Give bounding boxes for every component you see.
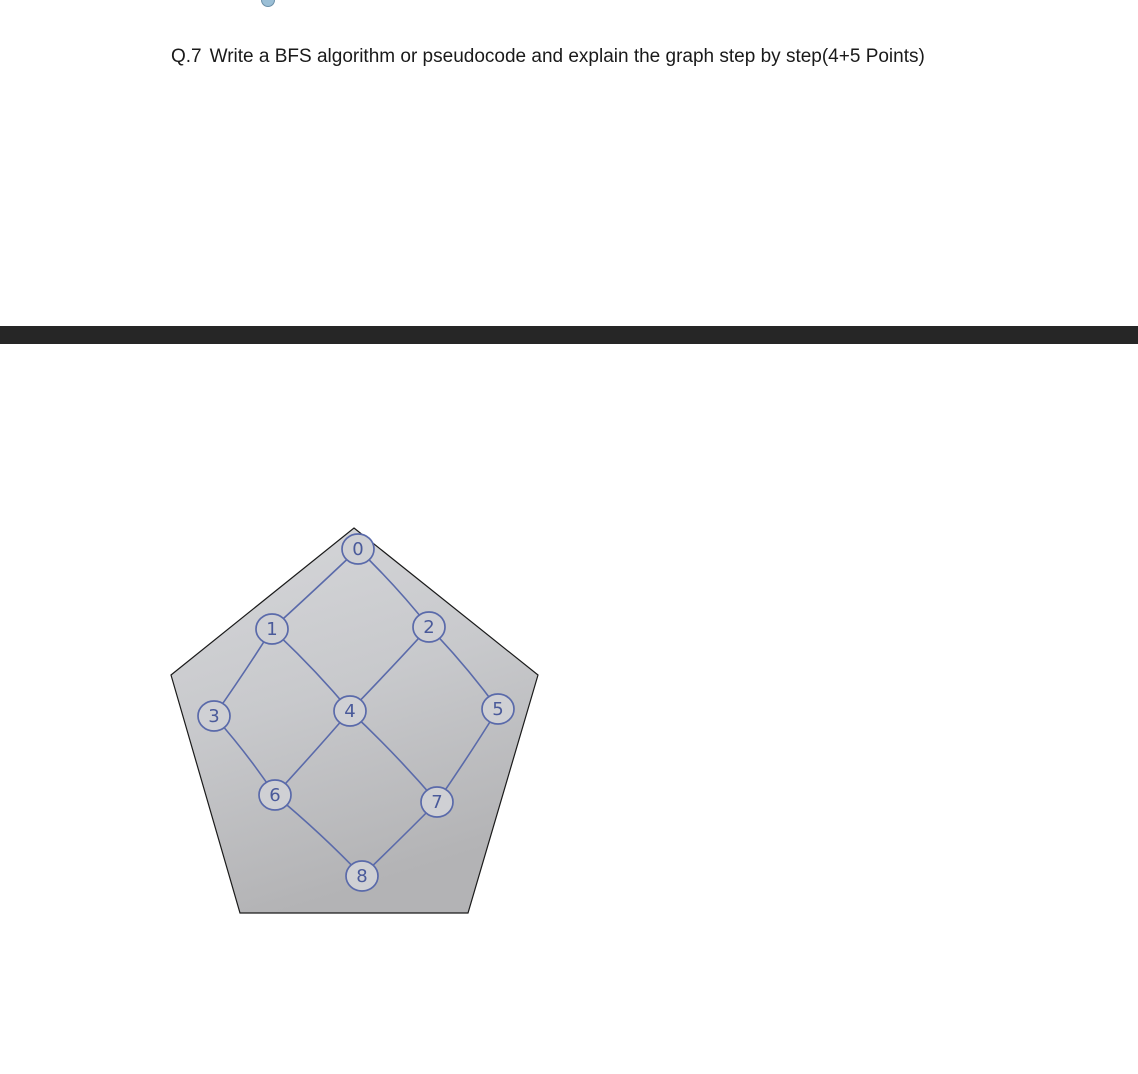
graph-node-6-label: 6 [269, 785, 281, 806]
graph-node-2-label: 2 [423, 617, 435, 638]
graph-node-0 [342, 534, 374, 564]
question-number: Q.7 [171, 46, 202, 67]
graph-node-7 [421, 787, 453, 817]
graph-node-4 [334, 696, 366, 726]
graph-node-1-label: 1 [266, 619, 278, 640]
graph-node-5 [482, 694, 514, 724]
graph-node-4-label: 4 [344, 701, 356, 722]
graph-node-7-label: 7 [431, 792, 443, 813]
graph-node-5-label: 5 [492, 699, 504, 720]
graph-node-0-label: 0 [352, 539, 364, 560]
graph-node-6 [259, 780, 291, 810]
graph-node-1 [256, 614, 288, 644]
graph-node-2 [413, 612, 445, 642]
graph-node-3-label: 3 [208, 706, 220, 727]
question-text: Write a BFS algorithm or pseudocode and explain the graph step by step(4+5 Points) [209, 46, 925, 67]
graph-node-8-label: 8 [356, 866, 368, 887]
graph-node-8 [346, 861, 378, 891]
graph-node-3 [198, 701, 230, 731]
